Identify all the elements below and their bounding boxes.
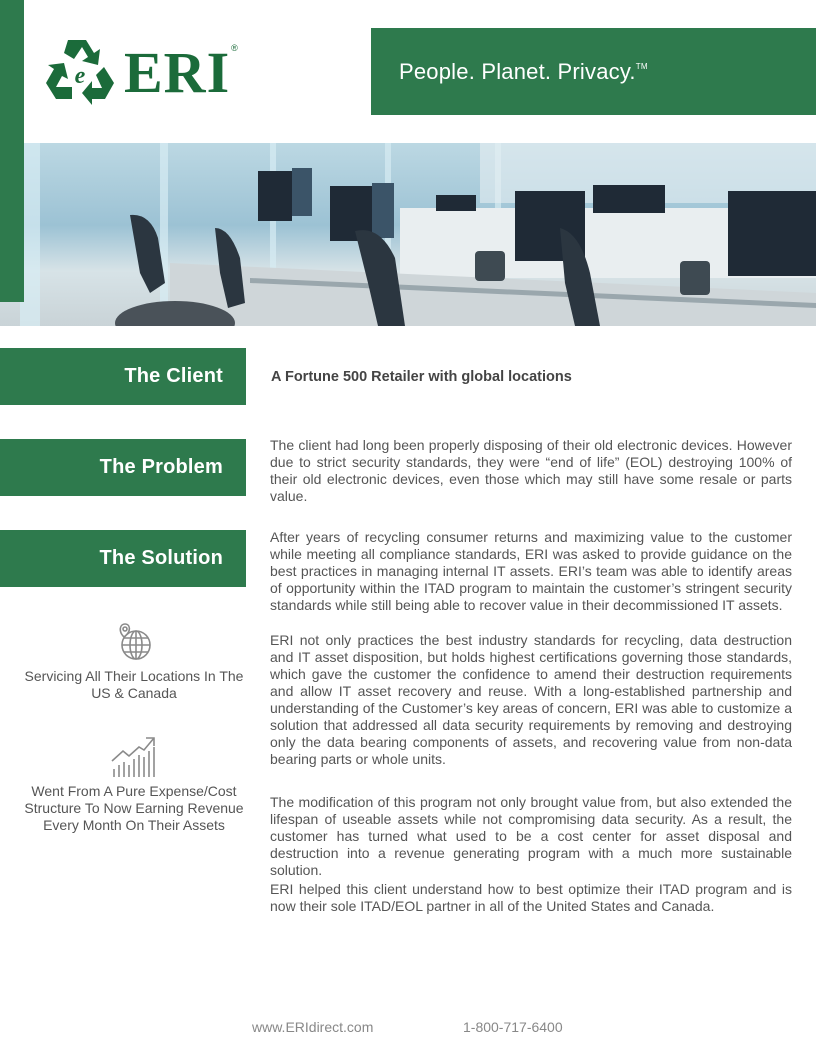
tagline: People. Planet. Privacy.™ [399,58,648,84]
recycle-e-icon [42,37,118,109]
stat-text: Servicing All Their Locations In The US & Canada [24,668,244,701]
solution-paragraph-1: After years of recycling consumer returns and maximizing value to the customer while meeting all compliance standards, ERI was asked to provide guidance on the best practices in managing internal IT assets. ERI’s team was able to identify areas of opportunity within the ITAD program to maintain the customer’s stringent security standards while still being able to recover value in their decommissioned IT assets. [270,529,792,613]
solution-paragraph-4: ERI helped this client understand how to best optimize their ITAD program and is now their sole ITAD/EOL partner in all of the United States and Canada. [270,881,792,914]
solution-paragraph-2: ERI not only practices the best industry standards for recycling, data destruction and IT asset disposition, but holds highest certifications governing those standards, which gave the customer the confidence to amend their destruction requirements and allow IT asset recovery and reuse. With a long-established partnership and understanding of the Customer’s key areas of concern, ERI was able to customize a solution that addressed all data security requirements by removing and destroying only the data bearing components of assets, and recovering value from non-data bearing parts or whole units. [270,632,792,767]
section-label-client [0,348,246,405]
problem-paragraph: The client had long been properly disposing of their old electronic devices. However due to strict security standards, they were “end of life” (EOL) destroying 100% of their old electronic devices, even those which may still have some resale or parts value. [270,437,792,504]
solution-paragraph-3: The modification of this program not only brought value from, but also extended the lifespan of useable assets while not compromising data security. As a result, the customer has turned what used to be a cost center for asset disposal and destruction into a revenue generating program with a much more sustainable solution. [270,794,792,878]
section-heading: The Client [124,365,223,387]
growth-chart-icon [111,735,157,777]
website-link[interactable]: www.ERIdirect.com [252,1019,374,1035]
hero-office-photo [0,143,816,326]
left-accent-strip [0,0,24,302]
logo-wordmark: ERI [124,40,231,105]
tagline-banner [371,28,816,115]
office-illustration [0,143,816,326]
phone-number: 1-800-717-6400 [463,1019,563,1035]
section-label-solution [0,530,246,587]
e-letter: e [74,63,86,89]
section-heading: The Solution [99,547,223,569]
section-label-problem [0,439,246,496]
stat-revenue [14,735,254,834]
globe-location-icon [114,622,154,662]
trademark-mark: TM [635,61,648,71]
eri-logo [42,37,238,109]
registered-mark: ® [231,43,238,53]
stat-locations [14,622,254,702]
section-heading: The Problem [99,456,223,478]
stat-text: Went From A Pure Expense/Cost Structure To Now Earning Revenue Every Month On Their Assets [24,783,244,833]
client-description: A Fortune 500 Retailer with global locations [271,369,572,385]
